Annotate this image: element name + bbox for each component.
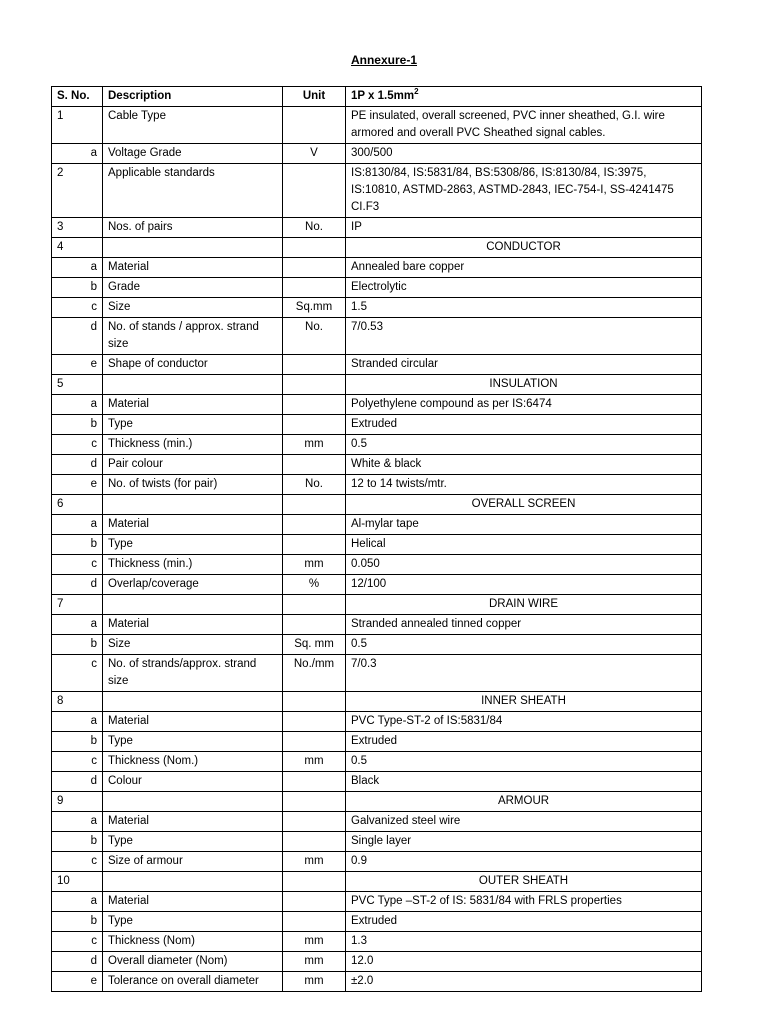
table-row — [52, 732, 702, 752]
table-row — [52, 655, 702, 692]
section-heading: INNER SHEATH — [346, 692, 702, 712]
table-row — [52, 218, 702, 238]
row-unit — [283, 712, 346, 732]
row-value: PVC Type-ST-2 of IS:5831/84 — [346, 712, 702, 732]
row-number: 7 — [52, 595, 103, 615]
row-number: c — [52, 435, 103, 455]
row-description: Type — [103, 415, 283, 435]
row-description: Applicable standards — [103, 164, 283, 218]
row-description: Colour — [103, 772, 283, 792]
row-value: 1.5 — [346, 298, 702, 318]
section-heading: OUTER SHEATH — [346, 872, 702, 892]
header-value-base: 1P x 1.5mm — [351, 90, 415, 102]
table-row — [52, 144, 702, 164]
row-unit — [283, 375, 346, 395]
table-body — [52, 107, 702, 992]
section-row — [52, 495, 702, 515]
row-description: Size — [103, 635, 283, 655]
row-value: Annealed bare copper — [346, 258, 702, 278]
row-number: a — [52, 892, 103, 912]
row-description: Material — [103, 515, 283, 535]
row-value: 7/0.3 — [346, 655, 702, 692]
row-description: Material — [103, 812, 283, 832]
row-number: a — [52, 258, 103, 278]
table-row — [52, 635, 702, 655]
row-value: Electrolytic — [346, 278, 702, 298]
row-description: No. of strands/approx. strand size — [103, 655, 283, 692]
row-description: Type — [103, 732, 283, 752]
section-heading: INSULATION — [346, 375, 702, 395]
row-unit — [283, 732, 346, 752]
row-number: e — [52, 972, 103, 992]
row-value: 12/100 — [346, 575, 702, 595]
row-number: d — [52, 772, 103, 792]
row-description: Material — [103, 395, 283, 415]
row-number: a — [52, 395, 103, 415]
row-unit — [283, 892, 346, 912]
row-value: IS:8130/84, IS:5831/84, BS:5308/86, IS:8130/84, IS:3975, IS:10810, ASTMD-2863, ASTMD-2843, IEC-754-I, SS-4241475 CI.F3 — [346, 164, 702, 218]
section-row — [52, 238, 702, 258]
row-number: 8 — [52, 692, 103, 712]
row-description: No. of stands / approx. strand size — [103, 318, 283, 355]
row-number: a — [52, 144, 103, 164]
row-unit: V — [283, 144, 346, 164]
row-unit: mm — [283, 435, 346, 455]
row-value: Extruded — [346, 732, 702, 752]
row-description — [103, 595, 283, 615]
row-unit: Sq. mm — [283, 635, 346, 655]
table-row — [52, 415, 702, 435]
row-description — [103, 692, 283, 712]
row-description: Voltage Grade — [103, 144, 283, 164]
row-unit — [283, 792, 346, 812]
row-value: IP — [346, 218, 702, 238]
section-row — [52, 792, 702, 812]
row-description: Type — [103, 535, 283, 555]
table-header-row — [52, 87, 702, 107]
row-description: Size of armour — [103, 852, 283, 872]
header-value — [346, 87, 702, 107]
table-row — [52, 298, 702, 318]
row-number: b — [52, 912, 103, 932]
row-value: 0.5 — [346, 635, 702, 655]
row-value: Single layer — [346, 832, 702, 852]
row-value: 7/0.53 — [346, 318, 702, 355]
row-number: b — [52, 635, 103, 655]
table-row — [52, 812, 702, 832]
row-description: Thickness (min.) — [103, 555, 283, 575]
table-row — [52, 852, 702, 872]
row-unit: mm — [283, 932, 346, 952]
row-value: 0.9 — [346, 852, 702, 872]
row-value: Galvanized steel wire — [346, 812, 702, 832]
table-row — [52, 435, 702, 455]
table-row — [52, 892, 702, 912]
table-row — [52, 972, 702, 992]
row-value: 0.5 — [346, 435, 702, 455]
header-sno: S. No. — [52, 87, 103, 107]
row-value: ±2.0 — [346, 972, 702, 992]
row-value: PVC Type –ST-2 of IS: 5831/84 with FRLS properties — [346, 892, 702, 912]
table-row — [52, 164, 702, 218]
header-value-superscript: 2 — [414, 87, 419, 97]
table-row — [52, 772, 702, 792]
row-number: e — [52, 355, 103, 375]
row-description: Pair colour — [103, 455, 283, 475]
table-row — [52, 575, 702, 595]
row-value: 12.0 — [346, 952, 702, 972]
row-unit: % — [283, 575, 346, 595]
row-value: PE insulated, overall screened, PVC inner sheathed, G.I. wire armored and overall PVC Sheathed signal cables. — [346, 107, 702, 144]
row-number: 9 — [52, 792, 103, 812]
table-row — [52, 258, 702, 278]
row-description: Cable Type — [103, 107, 283, 144]
header-description: Description — [103, 87, 283, 107]
row-number: 2 — [52, 164, 103, 218]
table-row — [52, 555, 702, 575]
row-unit — [283, 355, 346, 375]
row-number: b — [52, 278, 103, 298]
table-row — [52, 712, 702, 732]
row-number: 3 — [52, 218, 103, 238]
row-description: Shape of conductor — [103, 355, 283, 375]
row-unit: No. — [283, 318, 346, 355]
section-row — [52, 872, 702, 892]
table-row — [52, 107, 702, 144]
table-row — [52, 455, 702, 475]
row-value: 300/500 — [346, 144, 702, 164]
row-unit — [283, 595, 346, 615]
row-number: a — [52, 812, 103, 832]
row-unit — [283, 258, 346, 278]
row-unit: mm — [283, 555, 346, 575]
table-row — [52, 932, 702, 952]
page-title: Annexure-1 — [350, 53, 418, 67]
row-number: a — [52, 615, 103, 635]
row-unit — [283, 772, 346, 792]
row-description — [103, 495, 283, 515]
row-number: d — [52, 575, 103, 595]
row-number: b — [52, 535, 103, 555]
row-description: Material — [103, 615, 283, 635]
section-heading: ARMOUR — [346, 792, 702, 812]
row-description: Material — [103, 258, 283, 278]
row-number: 5 — [52, 375, 103, 395]
row-description: Type — [103, 912, 283, 932]
row-value: Extruded — [346, 912, 702, 932]
row-value: Extruded — [346, 415, 702, 435]
row-number: b — [52, 732, 103, 752]
row-value: 12 to 14 twists/mtr. — [346, 475, 702, 495]
row-number: c — [52, 298, 103, 318]
row-description: No. of twists (for pair) — [103, 475, 283, 495]
row-number: a — [52, 712, 103, 732]
row-number: 1 — [52, 107, 103, 144]
row-number: c — [52, 752, 103, 772]
row-unit — [283, 107, 346, 144]
row-number: a — [52, 515, 103, 535]
row-number: c — [52, 932, 103, 952]
row-value: Stranded annealed tinned copper — [346, 615, 702, 635]
row-unit: mm — [283, 972, 346, 992]
row-value: 1.3 — [346, 932, 702, 952]
table-row — [52, 395, 702, 415]
header-unit: Unit — [283, 87, 346, 107]
row-number: c — [52, 655, 103, 692]
row-description — [103, 872, 283, 892]
table-row — [52, 355, 702, 375]
table-row — [52, 515, 702, 535]
row-number: d — [52, 455, 103, 475]
row-unit: No./mm — [283, 655, 346, 692]
table-row — [52, 475, 702, 495]
section-row — [52, 692, 702, 712]
row-description: Thickness (Nom.) — [103, 752, 283, 772]
row-description: Grade — [103, 278, 283, 298]
row-unit — [283, 515, 346, 535]
row-number: 4 — [52, 238, 103, 258]
section-heading: CONDUCTOR — [346, 238, 702, 258]
table-row — [52, 832, 702, 852]
row-unit: mm — [283, 952, 346, 972]
row-number: e — [52, 475, 103, 495]
row-description — [103, 792, 283, 812]
row-description: Thickness (Nom) — [103, 932, 283, 952]
row-unit: mm — [283, 852, 346, 872]
table-row — [52, 912, 702, 932]
row-description: Overlap/coverage — [103, 575, 283, 595]
row-value: 0.050 — [346, 555, 702, 575]
row-unit — [283, 395, 346, 415]
row-description: Nos. of pairs — [103, 218, 283, 238]
row-unit — [283, 415, 346, 435]
row-number: 10 — [52, 872, 103, 892]
table-row — [52, 318, 702, 355]
row-unit — [283, 615, 346, 635]
section-heading: DRAIN WIRE — [346, 595, 702, 615]
row-value: Black — [346, 772, 702, 792]
table-row — [52, 278, 702, 298]
row-value: Stranded circular — [346, 355, 702, 375]
row-description — [103, 238, 283, 258]
row-number: d — [52, 318, 103, 355]
row-value: White & black — [346, 455, 702, 475]
row-number: c — [52, 852, 103, 872]
row-description: Size — [103, 298, 283, 318]
row-description — [103, 375, 283, 395]
row-description: Material — [103, 712, 283, 732]
row-unit: mm — [283, 752, 346, 772]
row-description: Tolerance on overall diameter — [103, 972, 283, 992]
row-unit — [283, 832, 346, 852]
row-description: Type — [103, 832, 283, 852]
row-value: 0.5 — [346, 752, 702, 772]
row-value: Polyethylene compound as per IS:6474 — [346, 395, 702, 415]
row-unit — [283, 455, 346, 475]
row-value: Helical — [346, 535, 702, 555]
row-unit — [283, 812, 346, 832]
row-number: b — [52, 415, 103, 435]
section-row — [52, 375, 702, 395]
row-unit: Sq.mm — [283, 298, 346, 318]
specification-table — [51, 86, 702, 992]
row-unit — [283, 692, 346, 712]
row-unit — [283, 164, 346, 218]
row-description: Thickness (min.) — [103, 435, 283, 455]
row-number: c — [52, 555, 103, 575]
row-description: Material — [103, 892, 283, 912]
row-number: d — [52, 952, 103, 972]
row-value: Al-mylar tape — [346, 515, 702, 535]
row-unit — [283, 872, 346, 892]
table-row — [52, 615, 702, 635]
table-row — [52, 952, 702, 972]
row-unit — [283, 278, 346, 298]
section-row — [52, 595, 702, 615]
row-unit — [283, 495, 346, 515]
row-unit: No. — [283, 218, 346, 238]
row-description: Overall diameter (Nom) — [103, 952, 283, 972]
row-unit — [283, 912, 346, 932]
row-number: 6 — [52, 495, 103, 515]
row-unit: No. — [283, 475, 346, 495]
table-row — [52, 752, 702, 772]
row-unit — [283, 535, 346, 555]
row-unit — [283, 238, 346, 258]
section-heading: OVERALL SCREEN — [346, 495, 702, 515]
table-row — [52, 535, 702, 555]
row-number: b — [52, 832, 103, 852]
